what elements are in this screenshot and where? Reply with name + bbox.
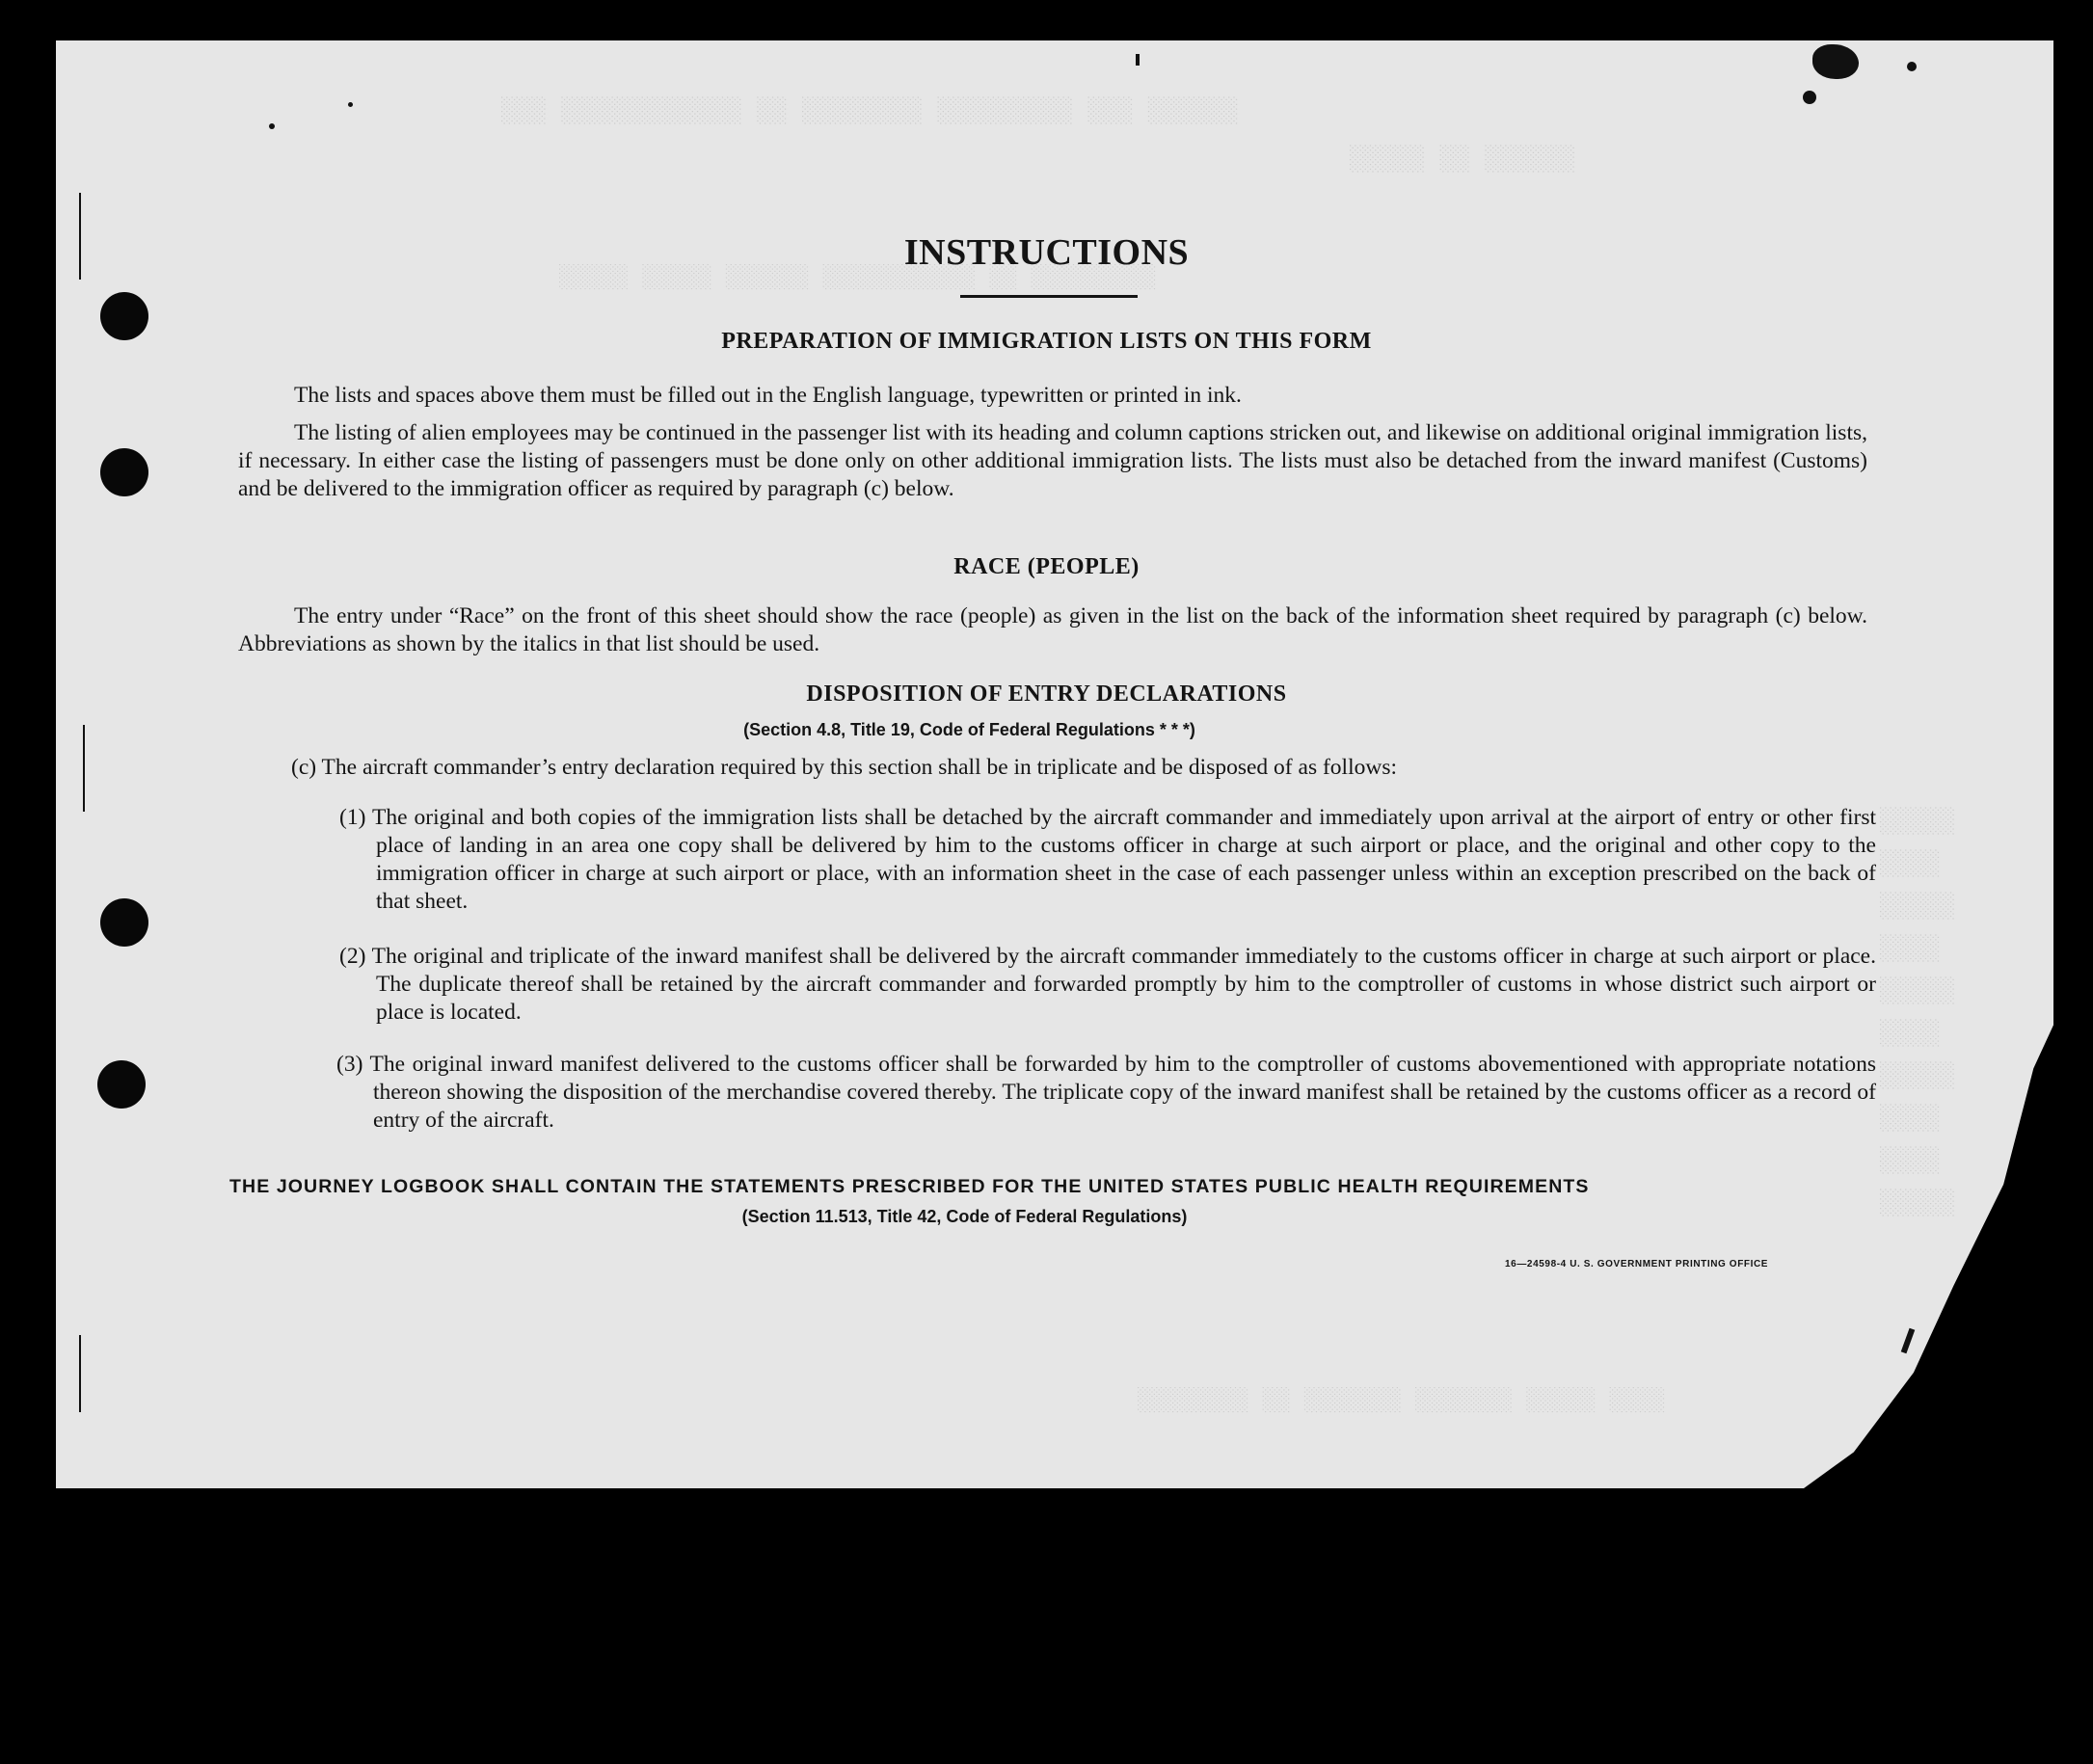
- ink-blot: [1812, 44, 1859, 79]
- paragraph-alien-employees: The listing of alien employees may be continued in the passenger list with its heading and column captions stricken out, and likewise on additional original immigration lists, if necessary. In either case the listing of passengers must be done only on other additional immigration lists. The lists must also be detached from the inward manifest (Customs) and be delivered to the immigration officer as required by paragraph (c) below.: [238, 420, 1867, 501]
- punch-hole: [100, 448, 148, 496]
- bleed-through-mark: ░░░░░ ░░ ░░░░░░: [1350, 145, 1576, 174]
- disposition-intro: (c) The aircraft commander’s entry declaration required by this section shall be in triplicate and be disposed of as follows:: [291, 755, 1397, 780]
- public-health-citation: (Section 11.513, Title 42, Code of Federal Regulations): [741, 1207, 1188, 1226]
- paragraph-race: The entry under “Race” on the front of this sheet should show the race (people) as given in the list on the back of the information sheet required by paragraph (c) below. Abbreviations as shown by the italics in that list should be used.: [238, 603, 1867, 656]
- section-heading-disposition: DISPOSITION OF ENTRY DECLARATIONS: [806, 682, 1287, 707]
- bleed-through-mark: ░░░░░░░░ ░░ ░░░░░░░ ░░░░░░░ ░░░░░ ░░░░: [1138, 1388, 1666, 1414]
- disposition-item-1: (1) The original and both copies of the immigration lists shall be detached by the aircraft commander and immediately upon arrival at the airport of entry or other first place of landing in an area one copy shall be delivered by him to the customs officer in charge at such airport or place, and the original and other copy to the immigration officer in charge at such airport or place, with an information sheet in the case of each passenger unless within an exception prescribed on the back of that sheet.: [339, 805, 1876, 914]
- ink-blot: [1907, 62, 1917, 71]
- paragraph-language: The lists and spaces above them must be filled out in the English language, typewritten or printed in ink.: [294, 383, 1242, 408]
- ink-blot: [269, 123, 275, 129]
- ink-blot: [1803, 91, 1816, 104]
- bleed-through-mark: ░░░░░ ░░░░ ░░░░░ ░░░░ ░░░░░ ░░░░ ░░░░░ ░░░░ ░░░░ ░░░░░: [1880, 807, 1956, 1217]
- bleed-through-mark: ░░░ ░░░░░░░░░░░░ ░░ ░░░░░░░░ ░░░░░░░░░ ░░░ ░░░░░░: [501, 96, 1239, 125]
- section-heading-immigration-lists: PREPARATION OF IMMIGRATION LISTS ON THIS FORM: [721, 329, 1372, 354]
- ink-blot: [1136, 54, 1140, 66]
- public-health-statement: THE JOURNEY LOGBOOK SHALL CONTAIN THE STATEMENTS PRESCRIBED FOR THE UNITED STATES PUBLIC HEALTH REQUIREMENTS: [229, 1176, 1590, 1197]
- margin-mark: [79, 1335, 81, 1412]
- bleed-through-mark: ░░░░░ ░░░░░ ░░░░░░ ░░░░░░░░░░░ ░░ ░░░░░░░░░: [559, 265, 1157, 291]
- punch-hole: [100, 898, 148, 947]
- section-heading-race: RACE (PEOPLE): [953, 554, 1140, 579]
- section-citation: (Section 4.8, Title 19, Code of Federal Regulations * * *): [743, 720, 1195, 739]
- title-underline: [960, 295, 1138, 298]
- printing-office-code: 16—24598-4 U. S. GOVERNMENT PRINTING OFFICE: [1505, 1259, 1769, 1270]
- disposition-item-3: (3) The original inward manifest delivered to the customs officer shall be forwarded by him to the comptroller of customs abovementioned with appropriate notations thereon showing the disposition of the merchandise covered thereby. The triplicate copy of the inward manifest shall be retained by the customs officer as a record of entry of the aircraft.: [336, 1052, 1876, 1133]
- punch-hole: [97, 1060, 146, 1109]
- ink-blot: [348, 102, 353, 107]
- disposition-item-2: (2) The original and triplicate of the inward manifest shall be delivered by the aircraft commander immediately to the customs officer in charge at such airport or place. The duplicate thereof shall be retained by the aircraft commander and forwarded promptly by him to the comptroller of customs in whose district such airport or place is located.: [339, 944, 1876, 1025]
- page-title: INSTRUCTIONS: [903, 232, 1190, 273]
